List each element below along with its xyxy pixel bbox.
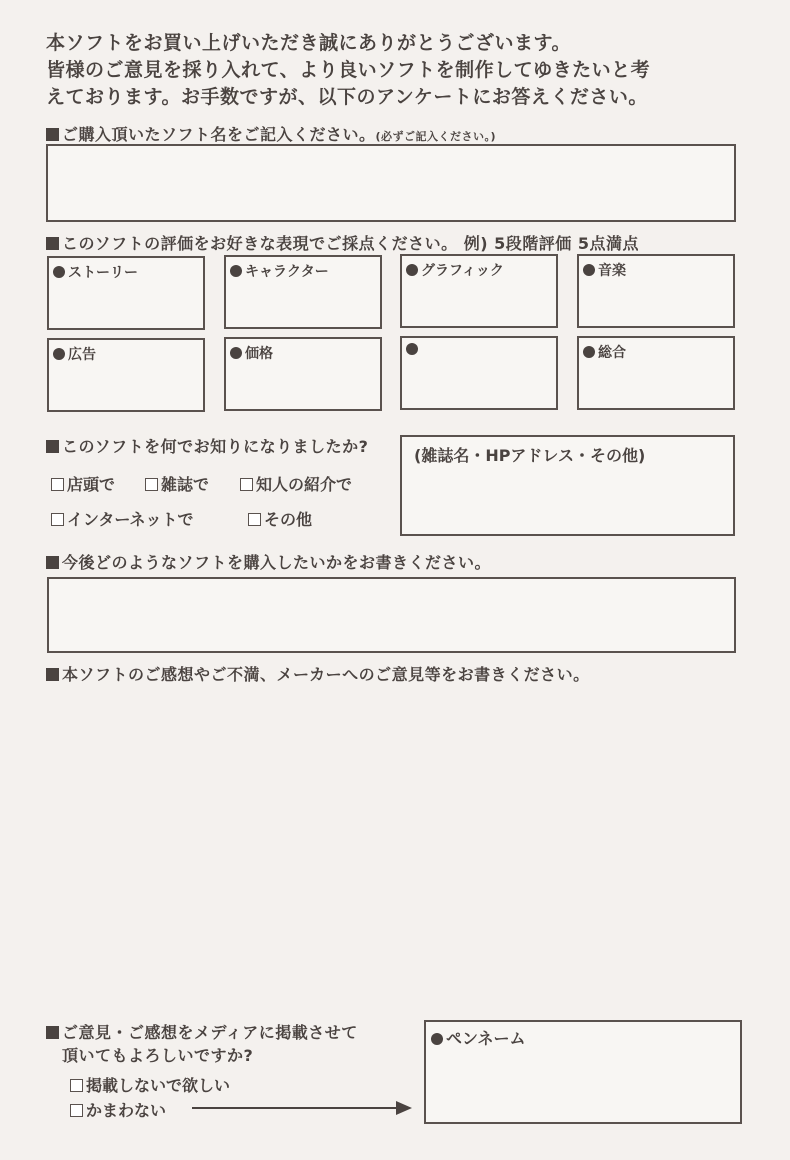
bullet-dot-icon — [230, 265, 242, 277]
checkbox[interactable] — [145, 478, 158, 491]
checkbox[interactable] — [248, 513, 261, 526]
source-detail-field[interactable] — [400, 435, 735, 536]
rating-box-blank[interactable] — [400, 336, 558, 410]
future-software-field[interactable] — [47, 577, 736, 653]
checkbox[interactable] — [51, 513, 64, 526]
software-name-field[interactable] — [46, 144, 736, 222]
rating-label-music: 音楽 — [598, 263, 626, 279]
option-other[interactable]: その他 — [248, 507, 312, 530]
intro-line-1: 本ソフトをお買い上げいただき誠にありがとうございます。 — [46, 32, 571, 54]
source-detail-label: (雑誌名・HPアドレス・その他) — [414, 446, 646, 465]
q4-heading — [46, 550, 491, 573]
rating-box-character[interactable] — [224, 255, 382, 329]
rating-label-advertising: 広告 — [68, 347, 96, 363]
q5-heading — [46, 662, 590, 685]
intro-text — [46, 30, 756, 111]
checkbox[interactable] — [240, 478, 253, 491]
checkbox[interactable] — [51, 478, 64, 491]
bullet-dot-icon — [53, 266, 65, 278]
rating-box-price[interactable] — [224, 337, 382, 411]
arrow-right-icon — [192, 1099, 414, 1117]
square-bullet-icon — [46, 1026, 59, 1039]
bullet-dot-icon — [406, 343, 418, 355]
bullet-dot-icon — [583, 346, 595, 358]
option-internet[interactable]: インターネットで — [51, 507, 194, 530]
option-store[interactable]: 店頭で — [51, 472, 115, 495]
rating-label-story: ストーリー — [68, 265, 138, 281]
square-bullet-icon — [46, 128, 59, 141]
bullet-dot-icon — [230, 347, 242, 359]
rating-box-overall[interactable] — [577, 336, 735, 410]
rating-label-graphics: グラフィック — [421, 263, 504, 279]
q6-heading-text-1: ご意見・ご感想をメディアに掲載させて — [62, 1023, 358, 1042]
intro-line-3: えております。お手数ですが、以下のアンケートにお答えください。 — [46, 86, 648, 108]
bullet-dot-icon — [583, 264, 595, 276]
option-ok-to-publish[interactable]: かまわない — [70, 1098, 166, 1121]
comments-area[interactable] — [46, 690, 736, 1000]
square-bullet-icon — [46, 237, 59, 250]
pen-name-field[interactable] — [424, 1020, 742, 1124]
checkbox[interactable] — [70, 1079, 83, 1092]
option-do-not-publish[interactable]: 掲載しないで欲しい — [70, 1073, 230, 1096]
rating-box-advertising[interactable] — [47, 338, 205, 412]
q3-heading — [46, 434, 368, 457]
rating-label-price: 価格 — [245, 346, 273, 362]
pen-name-label: ペンネーム — [446, 1029, 526, 1048]
bullet-dot-icon — [406, 264, 418, 276]
q5-heading-text: 本ソフトのご感想やご不満、メーカーへのご意見等をお書きください。 — [62, 665, 590, 684]
q1-heading-text: ご購入頂いたソフト名をご記入ください。 — [62, 125, 376, 144]
q1-heading — [46, 122, 496, 145]
bullet-dot-icon — [53, 348, 65, 360]
option-magazine[interactable]: 雑誌で — [145, 472, 209, 495]
square-bullet-icon — [46, 668, 59, 681]
checkbox[interactable] — [70, 1104, 83, 1117]
q4-heading-text: 今後どのようなソフトを購入したいかをお書きください。 — [62, 553, 492, 572]
q6-heading-1 — [46, 1020, 358, 1043]
q2-heading-text: このソフトの評価をお好きな表現でご採点ください。 例) 5段階評価 5点満点 — [62, 234, 639, 253]
bullet-dot-icon — [431, 1033, 443, 1045]
option-friend[interactable]: 知人の紹介で — [240, 472, 352, 495]
rating-label-overall: 総合 — [598, 345, 626, 361]
rating-box-graphics[interactable] — [400, 254, 558, 328]
rating-box-story[interactable] — [47, 256, 205, 330]
rating-box-music[interactable] — [577, 254, 735, 328]
square-bullet-icon — [46, 556, 59, 569]
q6-heading-2: 頂いてもよろしいですか? — [62, 1046, 254, 1065]
rating-label-character: キャラクター — [245, 264, 329, 280]
q2-heading — [46, 231, 639, 254]
square-bullet-icon — [46, 440, 59, 453]
intro-line-2: 皆様のご意見を採り入れて、より良いソフトを制作してゆきたいと考 — [46, 59, 651, 81]
q1-note: (必ずご記入ください。) — [375, 130, 497, 143]
q3-heading-text: このソフトを何でお知りになりましたか? — [62, 437, 369, 456]
